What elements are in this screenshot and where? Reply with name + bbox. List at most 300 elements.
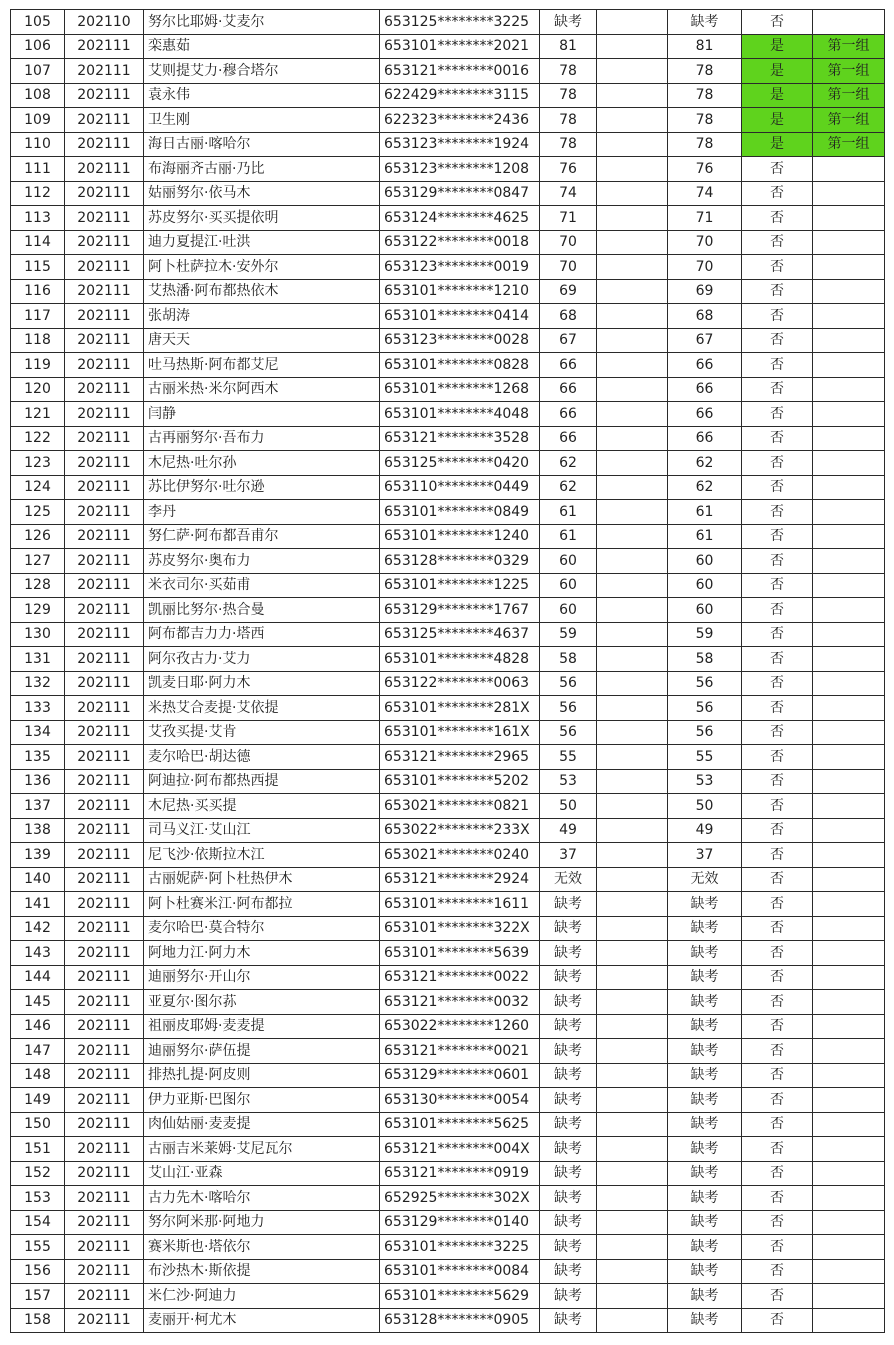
group-cell <box>813 916 885 941</box>
seq-cell: 151 <box>11 1137 65 1162</box>
extra-cell <box>597 132 668 157</box>
seq-cell: 126 <box>11 524 65 549</box>
group-cell <box>813 745 885 770</box>
final-score-cell: 缺考 <box>668 1014 742 1039</box>
final-score-cell: 49 <box>668 818 742 843</box>
score-cell: 61 <box>540 524 597 549</box>
id-cell: 653101********5625 <box>380 1112 540 1137</box>
extra-cell <box>597 549 668 574</box>
final-score-cell: 缺考 <box>668 1112 742 1137</box>
name-cell: 阿卜杜赛米江·阿布都拉 <box>144 892 380 917</box>
score-cell: 缺考 <box>540 1161 597 1186</box>
group-cell: 第一组 <box>813 59 885 84</box>
group-cell: 第一组 <box>813 108 885 133</box>
table-row <box>11 622 885 647</box>
batch-cell: 202111 <box>65 794 144 819</box>
extra-cell <box>597 402 668 427</box>
pass-cell: 否 <box>742 377 813 402</box>
table-row <box>11 475 885 500</box>
pass-cell: 否 <box>742 622 813 647</box>
seq-cell: 155 <box>11 1235 65 1260</box>
name-cell: 凯麦日耶·阿力木 <box>144 671 380 696</box>
group-cell <box>813 500 885 525</box>
id-cell: 653128********0329 <box>380 549 540 574</box>
extra-cell <box>597 328 668 353</box>
pass-cell: 否 <box>742 965 813 990</box>
id-cell: 653121********3528 <box>380 426 540 451</box>
table-row <box>11 426 885 451</box>
name-cell: 袁永伟 <box>144 83 380 108</box>
pass-cell: 否 <box>742 1259 813 1284</box>
name-cell: 米仁沙·阿迪力 <box>144 1284 380 1309</box>
id-cell: 653101********4828 <box>380 647 540 672</box>
table-row <box>11 83 885 108</box>
final-score-cell: 62 <box>668 451 742 476</box>
seq-cell: 154 <box>11 1210 65 1235</box>
final-score-cell: 缺考 <box>668 990 742 1015</box>
group-cell <box>813 230 885 255</box>
batch-cell: 202111 <box>65 671 144 696</box>
name-cell: 迪丽努尔·开山尔 <box>144 965 380 990</box>
final-score-cell: 缺考 <box>668 1161 742 1186</box>
name-cell: 阿尔孜古力·艾力 <box>144 647 380 672</box>
pass-cell: 否 <box>742 549 813 574</box>
seq-cell: 127 <box>11 549 65 574</box>
extra-cell <box>597 720 668 745</box>
table-row <box>11 353 885 378</box>
id-cell: 653128********0905 <box>380 1308 540 1333</box>
group-cell <box>813 426 885 451</box>
batch-cell: 202111 <box>65 720 144 745</box>
id-cell: 653123********1208 <box>380 157 540 182</box>
extra-cell <box>597 1284 668 1309</box>
group-cell <box>813 941 885 966</box>
name-cell: 赛米斯也·塔依尔 <box>144 1235 380 1260</box>
score-cell: 缺考 <box>540 1137 597 1162</box>
name-cell: 吐马热斯·阿布都艾尼 <box>144 353 380 378</box>
name-cell: 艾孜买提·艾肯 <box>144 720 380 745</box>
score-cell: 55 <box>540 745 597 770</box>
extra-cell <box>597 745 668 770</box>
score-cell: 缺考 <box>540 1284 597 1309</box>
name-cell: 艾则提艾力·穆合塔尔 <box>144 59 380 84</box>
group-cell <box>813 402 885 427</box>
seq-cell: 150 <box>11 1112 65 1137</box>
final-score-cell: 66 <box>668 353 742 378</box>
final-score-cell: 缺考 <box>668 1039 742 1064</box>
final-score-cell: 50 <box>668 794 742 819</box>
id-cell: 653124********4625 <box>380 206 540 231</box>
final-score-cell: 78 <box>668 108 742 133</box>
id-cell: 653101********4048 <box>380 402 540 427</box>
seq-cell: 125 <box>11 500 65 525</box>
pass-cell: 否 <box>742 573 813 598</box>
id-cell: 653123********0019 <box>380 255 540 280</box>
batch-cell: 202111 <box>65 1259 144 1284</box>
batch-cell: 202111 <box>65 230 144 255</box>
extra-cell <box>597 990 668 1015</box>
id-cell: 653121********0032 <box>380 990 540 1015</box>
pass-cell: 否 <box>742 867 813 892</box>
seq-cell: 148 <box>11 1063 65 1088</box>
group-cell <box>813 892 885 917</box>
pass-cell: 否 <box>742 1014 813 1039</box>
score-cell: 缺考 <box>540 1259 597 1284</box>
pass-cell: 否 <box>742 769 813 794</box>
extra-cell <box>597 108 668 133</box>
table-row <box>11 10 885 35</box>
pass-cell: 否 <box>742 598 813 623</box>
group-cell <box>813 1161 885 1186</box>
pass-cell: 否 <box>742 524 813 549</box>
id-cell: 653129********0601 <box>380 1063 540 1088</box>
table-row <box>11 696 885 721</box>
table-row <box>11 132 885 157</box>
table-row <box>11 745 885 770</box>
score-cell: 58 <box>540 647 597 672</box>
seq-cell: 118 <box>11 328 65 353</box>
pass-cell: 否 <box>742 328 813 353</box>
id-cell: 653121********0021 <box>380 1039 540 1064</box>
batch-cell: 202111 <box>65 1284 144 1309</box>
batch-cell: 202111 <box>65 745 144 770</box>
final-score-cell: 66 <box>668 426 742 451</box>
name-cell: 艾热潘·阿布都热依木 <box>144 279 380 304</box>
score-cell: 49 <box>540 818 597 843</box>
group-cell <box>813 475 885 500</box>
score-cell: 62 <box>540 475 597 500</box>
score-cell: 66 <box>540 353 597 378</box>
group-cell <box>813 255 885 280</box>
seq-cell: 116 <box>11 279 65 304</box>
table-row <box>11 402 885 427</box>
id-cell: 653101********322X <box>380 916 540 941</box>
extra-cell <box>597 157 668 182</box>
final-score-cell: 61 <box>668 524 742 549</box>
id-cell: 622429********3115 <box>380 83 540 108</box>
pass-cell: 否 <box>742 1088 813 1113</box>
score-cell: 67 <box>540 328 597 353</box>
extra-cell <box>597 622 668 647</box>
name-cell: 张胡涛 <box>144 304 380 329</box>
name-cell: 迪力夏提江·吐洪 <box>144 230 380 255</box>
batch-cell: 202111 <box>65 1137 144 1162</box>
group-cell <box>813 720 885 745</box>
name-cell: 阿卜杜萨拉木·安外尔 <box>144 255 380 280</box>
seq-cell: 114 <box>11 230 65 255</box>
pass-cell: 否 <box>742 157 813 182</box>
name-cell: 阿地力江·阿力木 <box>144 941 380 966</box>
score-cell: 60 <box>540 549 597 574</box>
id-cell: 653101********0414 <box>380 304 540 329</box>
seq-cell: 145 <box>11 990 65 1015</box>
pass-cell: 否 <box>742 696 813 721</box>
seq-cell: 147 <box>11 1039 65 1064</box>
score-cell: 59 <box>540 622 597 647</box>
extra-cell <box>597 892 668 917</box>
score-cell: 50 <box>540 794 597 819</box>
batch-cell: 202111 <box>65 353 144 378</box>
final-score-cell: 60 <box>668 549 742 574</box>
group-cell <box>813 206 885 231</box>
pass-cell: 否 <box>742 843 813 868</box>
table-body <box>11 10 885 1333</box>
group-cell <box>813 1112 885 1137</box>
seq-cell: 144 <box>11 965 65 990</box>
pass-cell: 否 <box>742 1063 813 1088</box>
seq-cell: 158 <box>11 1308 65 1333</box>
batch-cell: 202111 <box>65 83 144 108</box>
group-cell <box>813 598 885 623</box>
extra-cell <box>597 10 668 35</box>
table-row <box>11 720 885 745</box>
group-cell <box>813 353 885 378</box>
extra-cell <box>597 818 668 843</box>
seq-cell: 115 <box>11 255 65 280</box>
name-cell: 尼飞沙·依斯拉木江 <box>144 843 380 868</box>
group-cell <box>813 990 885 1015</box>
seq-cell: 108 <box>11 83 65 108</box>
name-cell: 布海丽齐古丽·乃比 <box>144 157 380 182</box>
table-row <box>11 524 885 549</box>
table-row <box>11 157 885 182</box>
batch-cell: 202111 <box>65 843 144 868</box>
final-score-cell: 60 <box>668 598 742 623</box>
batch-cell: 202111 <box>65 1063 144 1088</box>
id-cell: 653129********1767 <box>380 598 540 623</box>
id-cell: 653125********3225 <box>380 10 540 35</box>
score-cell: 78 <box>540 59 597 84</box>
table-row <box>11 1210 885 1235</box>
group-cell <box>813 1137 885 1162</box>
batch-cell: 202111 <box>65 108 144 133</box>
id-cell: 653122********0063 <box>380 671 540 696</box>
group-cell <box>813 1210 885 1235</box>
pass-cell: 否 <box>742 941 813 966</box>
pass-cell: 是 <box>742 108 813 133</box>
group-cell: 第一组 <box>813 83 885 108</box>
batch-cell: 202111 <box>65 279 144 304</box>
id-cell: 652925********302X <box>380 1186 540 1211</box>
extra-cell <box>597 794 668 819</box>
final-score-cell: 缺考 <box>668 1284 742 1309</box>
batch-cell: 202111 <box>65 549 144 574</box>
name-cell: 艾山江·亚森 <box>144 1161 380 1186</box>
seq-cell: 143 <box>11 941 65 966</box>
seq-cell: 131 <box>11 647 65 672</box>
batch-cell: 202111 <box>65 941 144 966</box>
table-row <box>11 500 885 525</box>
extra-cell <box>597 206 668 231</box>
table-row <box>11 59 885 84</box>
seq-cell: 137 <box>11 794 65 819</box>
group-cell <box>813 1235 885 1260</box>
score-cell: 78 <box>540 83 597 108</box>
pass-cell: 否 <box>742 230 813 255</box>
score-cell: 缺考 <box>540 892 597 917</box>
batch-cell: 202111 <box>65 1235 144 1260</box>
group-cell <box>813 965 885 990</box>
batch-cell: 202111 <box>65 892 144 917</box>
id-cell: 653130********0054 <box>380 1088 540 1113</box>
seq-cell: 107 <box>11 59 65 84</box>
group-cell <box>813 1308 885 1333</box>
score-cell: 缺考 <box>540 1112 597 1137</box>
group-cell <box>813 451 885 476</box>
id-cell: 653121********0022 <box>380 965 540 990</box>
extra-cell <box>597 1112 668 1137</box>
score-cell: 81 <box>540 34 597 59</box>
score-cell: 61 <box>540 500 597 525</box>
pass-cell: 是 <box>742 132 813 157</box>
final-score-cell: 无效 <box>668 867 742 892</box>
score-cell: 缺考 <box>540 1088 597 1113</box>
name-cell: 海日古丽·喀哈尔 <box>144 132 380 157</box>
score-cell: 缺考 <box>540 941 597 966</box>
final-score-cell: 61 <box>668 500 742 525</box>
batch-cell: 202111 <box>65 769 144 794</box>
name-cell: 古力先木·喀哈尔 <box>144 1186 380 1211</box>
score-cell: 60 <box>540 573 597 598</box>
batch-cell: 202111 <box>65 1161 144 1186</box>
table-row <box>11 328 885 353</box>
group-cell <box>813 304 885 329</box>
group-cell <box>813 794 885 819</box>
table-row <box>11 1014 885 1039</box>
seq-cell: 142 <box>11 916 65 941</box>
table-row <box>11 1161 885 1186</box>
final-score-cell: 78 <box>668 83 742 108</box>
id-cell: 653101********0084 <box>380 1259 540 1284</box>
score-cell: 缺考 <box>540 1063 597 1088</box>
pass-cell: 否 <box>742 1186 813 1211</box>
id-cell: 653101********2021 <box>380 34 540 59</box>
final-score-cell: 37 <box>668 843 742 868</box>
group-cell <box>813 181 885 206</box>
table-row <box>11 990 885 1015</box>
final-score-cell: 缺考 <box>668 941 742 966</box>
final-score-cell: 59 <box>668 622 742 647</box>
score-cell: 71 <box>540 206 597 231</box>
group-cell <box>813 1259 885 1284</box>
table-row <box>11 1137 885 1162</box>
table-row <box>11 1284 885 1309</box>
id-cell: 653121********004X <box>380 1137 540 1162</box>
id-cell: 653125********4637 <box>380 622 540 647</box>
id-cell: 653101********281X <box>380 696 540 721</box>
extra-cell <box>597 1308 668 1333</box>
id-cell: 653122********0018 <box>380 230 540 255</box>
score-cell: 70 <box>540 255 597 280</box>
extra-cell <box>597 500 668 525</box>
name-cell: 阿布都吉力力·塔西 <box>144 622 380 647</box>
pass-cell: 否 <box>742 426 813 451</box>
pass-cell: 否 <box>742 206 813 231</box>
name-cell: 祖丽皮耶姆·麦麦提 <box>144 1014 380 1039</box>
pass-cell: 否 <box>742 402 813 427</box>
batch-cell: 202111 <box>65 622 144 647</box>
final-score-cell: 67 <box>668 328 742 353</box>
id-cell: 653022********1260 <box>380 1014 540 1039</box>
score-cell: 37 <box>540 843 597 868</box>
score-cell: 缺考 <box>540 1014 597 1039</box>
name-cell: 木尼热·买买提 <box>144 794 380 819</box>
table-row <box>11 671 885 696</box>
extra-cell <box>597 1039 668 1064</box>
group-cell <box>813 377 885 402</box>
score-cell: 缺考 <box>540 1186 597 1211</box>
pass-cell: 否 <box>742 990 813 1015</box>
group-cell: 第一组 <box>813 132 885 157</box>
table-row <box>11 892 885 917</box>
seq-cell: 106 <box>11 34 65 59</box>
extra-cell <box>597 524 668 549</box>
score-cell: 无效 <box>540 867 597 892</box>
extra-cell <box>597 230 668 255</box>
name-cell: 麦丽开·柯尤木 <box>144 1308 380 1333</box>
table-row <box>11 867 885 892</box>
extra-cell <box>597 671 668 696</box>
seq-cell: 128 <box>11 573 65 598</box>
id-cell: 653110********0449 <box>380 475 540 500</box>
batch-cell: 202111 <box>65 1210 144 1235</box>
batch-cell: 202111 <box>65 818 144 843</box>
pass-cell: 否 <box>742 10 813 35</box>
batch-cell: 202111 <box>65 1039 144 1064</box>
final-score-cell: 60 <box>668 573 742 598</box>
final-score-cell: 81 <box>668 34 742 59</box>
name-cell: 伊力亚斯·巴图尔 <box>144 1088 380 1113</box>
pass-cell: 否 <box>742 304 813 329</box>
table-row <box>11 941 885 966</box>
name-cell: 排热扎提·阿皮则 <box>144 1063 380 1088</box>
final-score-cell: 缺考 <box>668 1186 742 1211</box>
extra-cell <box>597 1235 668 1260</box>
final-score-cell: 70 <box>668 255 742 280</box>
name-cell: 卫生刚 <box>144 108 380 133</box>
final-score-cell: 缺考 <box>668 1088 742 1113</box>
seq-cell: 132 <box>11 671 65 696</box>
batch-cell: 202111 <box>65 475 144 500</box>
table-row <box>11 965 885 990</box>
score-cell: 缺考 <box>540 965 597 990</box>
table-row <box>11 818 885 843</box>
group-cell: 第一组 <box>813 34 885 59</box>
id-cell: 653101********1268 <box>380 377 540 402</box>
batch-cell: 202111 <box>65 402 144 427</box>
extra-cell <box>597 573 668 598</box>
pass-cell: 否 <box>742 1284 813 1309</box>
batch-cell: 202111 <box>65 598 144 623</box>
batch-cell: 202111 <box>65 206 144 231</box>
extra-cell <box>597 1088 668 1113</box>
extra-cell <box>597 83 668 108</box>
group-cell <box>813 1186 885 1211</box>
final-score-cell: 70 <box>668 230 742 255</box>
pass-cell: 否 <box>742 500 813 525</box>
final-score-cell: 缺考 <box>668 892 742 917</box>
id-cell: 653101********5629 <box>380 1284 540 1309</box>
batch-cell: 202111 <box>65 1186 144 1211</box>
pass-cell: 否 <box>742 671 813 696</box>
batch-cell: 202111 <box>65 965 144 990</box>
id-cell: 653125********0420 <box>380 451 540 476</box>
batch-cell: 202111 <box>65 647 144 672</box>
batch-cell: 202111 <box>65 916 144 941</box>
extra-cell <box>597 1137 668 1162</box>
group-cell <box>813 647 885 672</box>
id-cell: 653101********1611 <box>380 892 540 917</box>
